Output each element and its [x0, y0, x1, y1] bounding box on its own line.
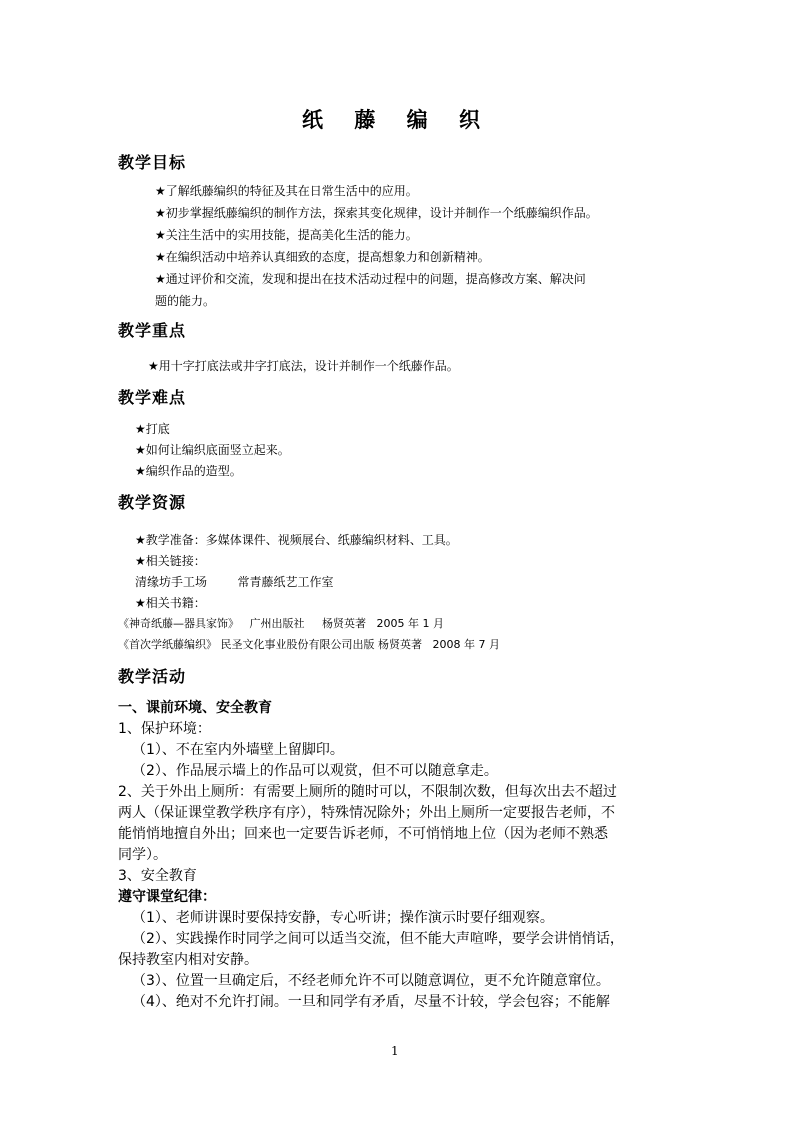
- activity-line: 3、安全教育: [118, 868, 197, 884]
- difficulty-item: ★打底: [135, 422, 170, 436]
- heading-key-points: 教学重点: [118, 321, 187, 340]
- resource-item: ★教学准备：多媒体课件、视频展台、纸藤编织材料、工具。: [135, 533, 458, 547]
- activity-line: 2、关于外出上厕所：有需要上厕所的随时可以，不限制次数，但每次出去不超过: [118, 784, 617, 800]
- activity-line: 能悄悄地擅自外出；回来也一定要告诉老师，不可悄悄地上位（因为老师不熟悉: [118, 826, 608, 842]
- heading-activities: 教学活动: [118, 667, 187, 686]
- activity-line: 保持教室内相对安静。: [118, 952, 258, 968]
- activity-line: （2）、实践操作时同学之间可以适当交流，但不能大声喧哗，要学会讲悄悄话，: [132, 931, 624, 947]
- subsection-heading: 遵守课堂纪律：: [118, 889, 216, 905]
- difficulty-item: ★如何让编织底面竖立起来。: [135, 443, 290, 457]
- book-reference: 《神奇纸藤—器具家饰》 广州出版社 杨贤英著 2005 年 1 月: [118, 617, 444, 630]
- difficulty-item: ★编织作品的造型。: [135, 464, 242, 478]
- resource-item: ★相关链接：: [135, 554, 206, 568]
- activity-line: 1、保护环境：: [118, 721, 211, 737]
- page-number: 1: [391, 1044, 399, 1058]
- objective-item: 题的能力。: [155, 294, 216, 308]
- activity-line: 同学）。: [118, 847, 167, 863]
- objective-item: ★了解纸藤编织的特征及其在日常生活中的应用。: [155, 184, 418, 198]
- activity-line: （3）、位置一旦确定后，不经老师允许不可以随意调位，更不允许随意窜位。: [132, 973, 610, 989]
- document-title: 纸 藤 编 织: [302, 107, 492, 132]
- activity-line: （2）、作品展示墙上的作品可以观赏，但不可以随意拿走。: [132, 763, 498, 779]
- objective-item: ★在编织活动中培养认真细致的态度，提高想象力和创新精神。: [155, 250, 490, 264]
- section-heading: 一、课前环境、安全教育: [118, 700, 272, 716]
- resource-item: ★相关书籍：: [135, 596, 206, 610]
- objective-item: ★初步掌握纸藤编织的制作方法，探索其变化规律，设计并制作一个纸藤编织作品。: [155, 206, 598, 220]
- heading-difficulties: 教学难点: [118, 388, 187, 407]
- objective-item: ★通过评价和交流，发现和提出在技术活动过程中的问题，提高修改方案、解决问: [155, 272, 586, 286]
- activity-line: （1）、不在室内外墙壁上留脚印。: [132, 742, 344, 758]
- activity-line: （1）、老师讲课时要保持安静，专心听讲；操作演示时要仔细观察。: [132, 910, 554, 926]
- heading-resources: 教学资源: [118, 493, 187, 512]
- activity-line: 两人（保证课堂教学秩序有序），特殊情况除外；外出上厕所一定要报告老师，不: [118, 805, 615, 821]
- book-reference: 《首次学纸藤编织》 民圣文化事业股份有限公司出版 杨贤英著 2008 年 7 月: [118, 638, 500, 651]
- heading-objectives: 教学目标: [118, 153, 187, 172]
- objective-item: ★关注生活中的实用技能，提高美化生活的能力。: [155, 228, 418, 242]
- key-point-item: ★用十字打底法或井字打底法，设计并制作一个纸藤作品。: [148, 359, 459, 373]
- activity-line: （4）、绝对不允许打闹。一旦和同学有矛盾，尽量不计较，学会包容；不能解: [132, 994, 610, 1010]
- resource-links: 清缘坊手工场 常青藤纸艺工作室: [135, 575, 334, 589]
